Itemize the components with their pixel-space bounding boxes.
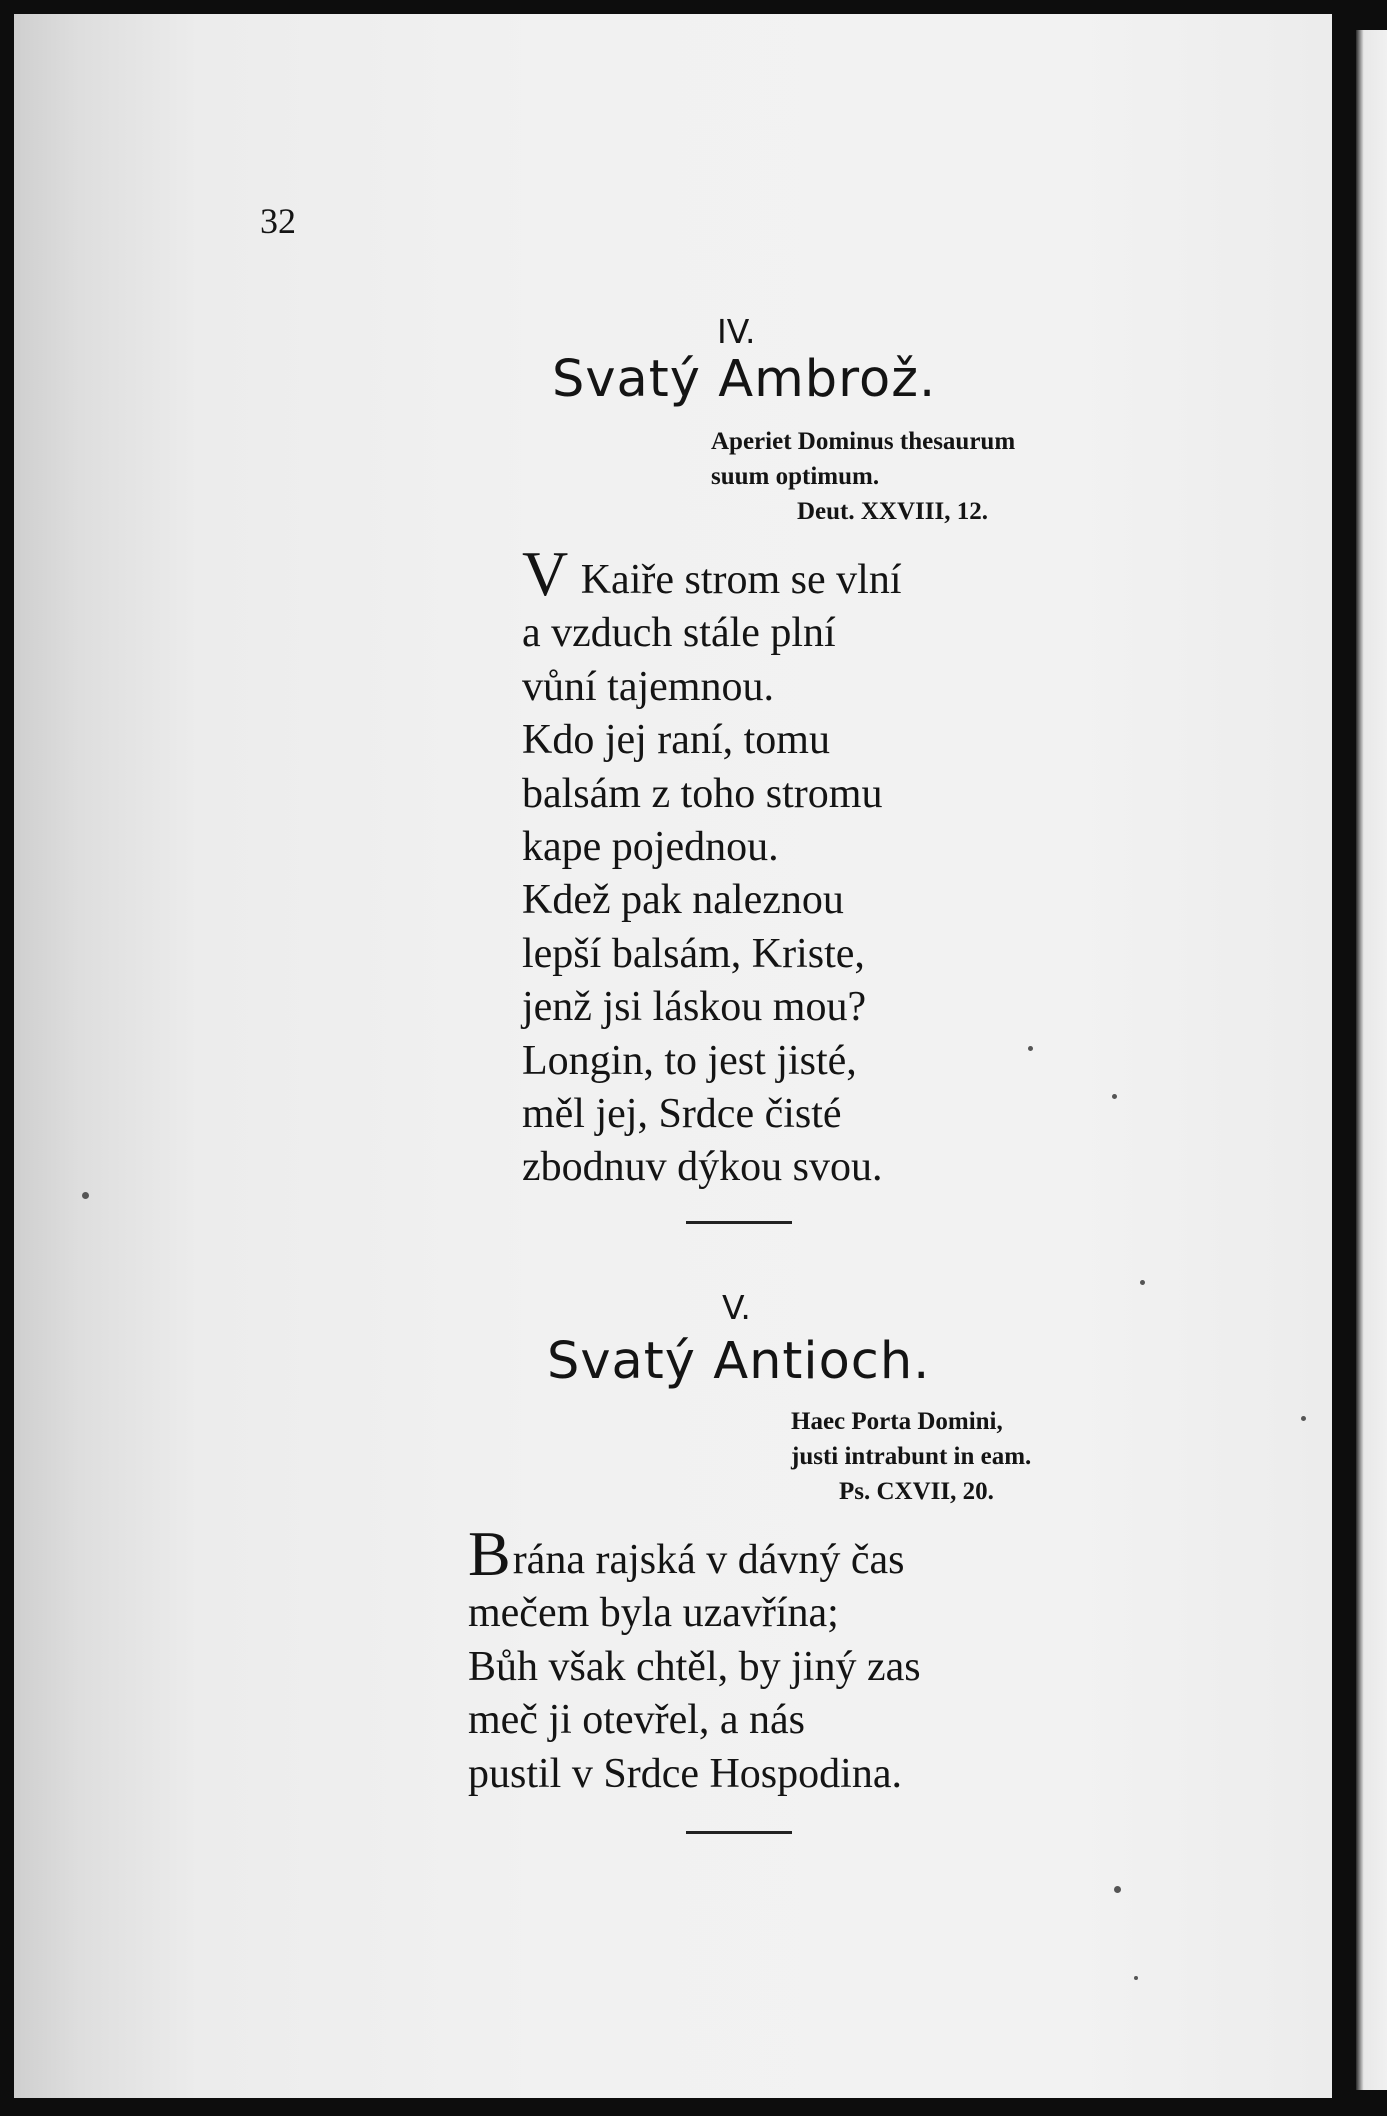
poem-line: jenž jsi láskou mou? bbox=[522, 984, 867, 1031]
epigraph-line: Aperiet Dominus thesaurum bbox=[711, 428, 1016, 455]
poem-line: lepší balsám, Kriste, bbox=[522, 930, 865, 977]
scan-speck bbox=[1134, 1976, 1138, 1980]
poem-line: vůní tajemnou. bbox=[522, 663, 774, 710]
poem-line: Kdo jej raní, tomu bbox=[522, 717, 830, 764]
poem-line bbox=[468, 1518, 921, 1589]
section-divider bbox=[686, 1221, 792, 1224]
epigraph-line: suum optimum. bbox=[711, 463, 880, 490]
poem-line: měl jej, Srdce čisté bbox=[522, 1091, 842, 1138]
epigraph bbox=[711, 424, 1015, 529]
poem-line: pustil v Srdce Hospodina. bbox=[468, 1750, 902, 1797]
scan-speck bbox=[1140, 1280, 1145, 1285]
scan-speck bbox=[1301, 1416, 1306, 1421]
epigraph-reference: Deut. XXVIII, 12. bbox=[797, 498, 988, 525]
scan-speck bbox=[1028, 1046, 1033, 1051]
epigraph bbox=[791, 1404, 1031, 1509]
scan-speck bbox=[1114, 1886, 1121, 1893]
poem-line: Bůh však chtěl, by jiný zas bbox=[468, 1643, 921, 1690]
epigraph-line: Haec Porta Domini, bbox=[791, 1408, 1003, 1435]
poem-line: meč ji otevřel, a nás bbox=[468, 1697, 806, 1744]
poem-line-text: Kaiře strom se vlní bbox=[580, 557, 902, 603]
page-number: 32 bbox=[260, 201, 296, 241]
poem-line-text: rána rajská v dávný čas bbox=[512, 1537, 905, 1583]
poem-line: zbodnuv dýkou svou. bbox=[522, 1144, 883, 1191]
poem-line: Longin, to jest jisté, bbox=[522, 1037, 857, 1084]
poem-line: a vzduch stále plní bbox=[522, 610, 836, 657]
drop-initial: B bbox=[468, 1518, 511, 1589]
section-title: Svatý Antioch. bbox=[547, 1332, 931, 1391]
scan-speck bbox=[1112, 1094, 1117, 1099]
epigraph-line: justi intrabunt in eam. bbox=[791, 1443, 1032, 1470]
poem-line bbox=[522, 538, 902, 609]
poem-line: Kdež pak naleznou bbox=[522, 877, 844, 924]
adjacent-page-edge bbox=[1356, 30, 1387, 2090]
poem bbox=[522, 538, 902, 1195]
book-page bbox=[14, 14, 1332, 2098]
section-title: Svatý Ambrož. bbox=[552, 350, 937, 409]
scan-speck bbox=[82, 1192, 89, 1199]
section-divider bbox=[686, 1831, 792, 1834]
section-numeral: IV. bbox=[717, 312, 756, 351]
poem-line: balsám z toho stromu bbox=[522, 770, 883, 817]
poem-line: mečem byla uzavřína; bbox=[468, 1590, 839, 1637]
epigraph-reference: Ps. CXVII, 20. bbox=[839, 1478, 994, 1505]
section-numeral: V. bbox=[722, 1288, 751, 1327]
poem bbox=[468, 1518, 921, 1801]
poem-line: kape pojednou. bbox=[522, 824, 779, 871]
drop-initial: V bbox=[522, 538, 569, 609]
